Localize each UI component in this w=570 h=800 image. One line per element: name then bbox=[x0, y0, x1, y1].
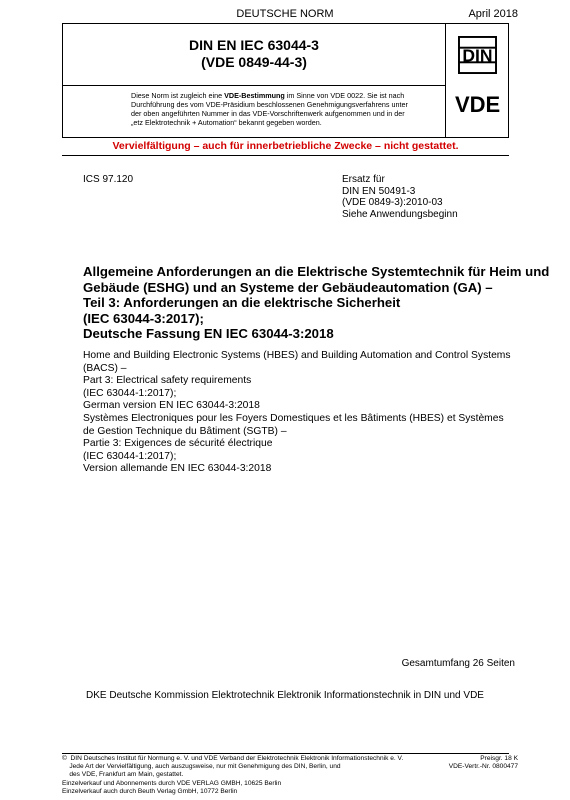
replacement-line: Siehe Anwendungsbeginn bbox=[342, 208, 458, 220]
german-title-line: (IEC 63044-3:2017); bbox=[83, 310, 204, 326]
price-group: Preisgr. 18 K bbox=[480, 755, 518, 762]
vde-notice-line-3: der oben angeführten Nummer in das VDE-Vorschriftenwerk aufgenommen und in der bbox=[131, 109, 405, 118]
din-logo bbox=[458, 36, 497, 74]
title-box-divider-horizontal bbox=[62, 85, 446, 86]
english-title-line: (IEC 63044-1:2017); bbox=[83, 387, 177, 399]
french-title bbox=[83, 413, 523, 476]
vde-notice bbox=[131, 91, 441, 127]
english-title-line: German version EN IEC 63044-3:2018 bbox=[83, 400, 260, 411]
publication-date: April 2018 bbox=[468, 8, 518, 20]
german-title-line: Gebäude (ESHG) und an Systeme der Gebäudeautomation (GA) – bbox=[83, 279, 493, 295]
german-title-line: Deutsche Fassung EN IEC 63044-3:2018 bbox=[83, 326, 334, 341]
french-title-line: (IEC 63044-1:2017); bbox=[83, 450, 177, 462]
replacement-line: Ersatz für bbox=[342, 174, 385, 185]
replacement-info bbox=[342, 174, 458, 220]
replacement-line: (VDE 0849-3):2010-03 bbox=[342, 197, 443, 208]
footer-line: Einzelverkauf und Abonnements durch VDE VERLAG GMBH, 10625 Berlin bbox=[62, 779, 282, 787]
standard-number: DIN EN IEC 63044-3 bbox=[189, 37, 319, 53]
french-title-line: Partie 3: Exigences de sécurité électrique bbox=[83, 438, 273, 449]
french-title-line: de Gestion Technique du Bâtiment (SGTB) – bbox=[83, 425, 287, 437]
english-title bbox=[83, 350, 523, 413]
dke-line: DKE Deutsche Kommission Elektrotechnik Elektronik Informationstechnik in DIN und VDE bbox=[86, 690, 484, 701]
replacement-line: DIN EN 50491-3 bbox=[342, 185, 416, 197]
vde-logo: VDE bbox=[455, 92, 501, 117]
german-title-line: Teil 3: Anforderungen an die elektrische Sicherheit bbox=[83, 295, 401, 310]
total-pages: Gesamtumfang 26 Seiten bbox=[401, 658, 515, 669]
footer-line: des VDE, Frankfurt am Main, gestattet. bbox=[62, 771, 184, 779]
ics-code: ICS 97.120 bbox=[83, 174, 134, 185]
english-title-line: Home and Building Electronic Systems (HBES) and Building Automation and Control Systems bbox=[83, 350, 511, 361]
vde-number: (VDE 0849-44-3) bbox=[201, 54, 307, 70]
separator-line bbox=[62, 155, 509, 156]
copy-warning: Vervielfältigung – auch für innerbetriebliche Zwecke – nicht gestattet. bbox=[112, 140, 459, 152]
vde-notice-prefix: Diese Norm ist zugleich eine bbox=[131, 91, 225, 100]
footer-line: © DIN Deutsches Institut für Normung e. V. und VDE Verband der Elektrotechnik Elektronik Informationstechnik e. V. bbox=[62, 755, 404, 762]
footer-price bbox=[449, 755, 518, 771]
footer-line: Jede Art der Vervielfältigung, auch auszugsweise, nur mit Genehmigung des DIN, Berlin, und bbox=[62, 763, 341, 771]
vde-notice-line-4: „etz Elektrotechnik + Automation“ bekannt gegeben worden. bbox=[131, 118, 322, 127]
din-logo-text: DIN bbox=[462, 45, 493, 66]
footer-copyright bbox=[62, 755, 403, 796]
vde-vertr-number: VDE-Vertr.-Nr. 0800477 bbox=[448, 763, 518, 771]
german-title-line: Allgemeine Anforderungen an die Elektrische Systemtechnik für Heim und bbox=[83, 264, 550, 279]
german-title bbox=[83, 264, 550, 342]
footer-separator bbox=[62, 753, 509, 754]
vde-notice-suffix: im Sinne von VDE 0022. Sie ist nach bbox=[284, 91, 405, 100]
french-title-line: Version allemande EN IEC 63044-3:2018 bbox=[83, 463, 272, 474]
english-title-line: Part 3: Electrical safety requirements bbox=[83, 375, 252, 386]
norm-type-header: DEUTSCHE NORM bbox=[236, 8, 334, 20]
vde-notice-bold: VDE-Bestimmung bbox=[224, 91, 285, 100]
french-title-line: Systèmes Electroniques pour les Foyers Domestiques et les Bâtiments (HBES) et Systèmes bbox=[83, 413, 504, 424]
footer-line: Einzelverkauf auch durch Beuth Verlag GmbH, 10772 Berlin bbox=[62, 787, 238, 795]
vde-notice-line-1 bbox=[131, 91, 441, 100]
vde-notice-line-2: Durchführung des vom VDE-Präsidium beschlossenen Genehmigungsverfahrens unter bbox=[131, 100, 408, 109]
english-title-line: (BACS) – bbox=[83, 362, 127, 374]
